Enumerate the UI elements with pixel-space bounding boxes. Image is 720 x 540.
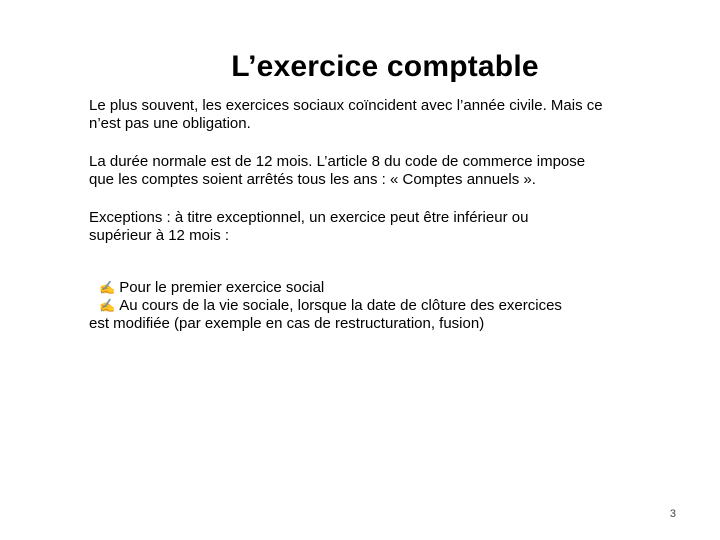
bullet-item xyxy=(89,279,689,297)
paragraph-calendar-year: Le plus souvent, les exercices sociaux coïncident avec l’année civile. Mais ce n’est pas une obligation. xyxy=(89,97,603,132)
paragraph-normal-duration: La durée normale est de 12 mois. L’article 8 du code de commerce impose que les comptes soient arrêtés tous les ans : « Comptes annuels ». xyxy=(89,153,586,188)
page-number: 3 xyxy=(669,508,676,520)
bullet-text-continuation: est modifiée (par exemple en cas de restructuration, fusion) xyxy=(89,315,485,332)
slide-title: L’exercice comptable xyxy=(231,50,539,83)
bullet-text: Pour le premier exercice social xyxy=(119,279,325,296)
bullet-text: Au cours de la vie sociale, lorsque la date de clôture des exercices xyxy=(119,297,562,314)
writing-hand-icon: ✍ xyxy=(99,280,116,295)
slide-body xyxy=(89,97,689,333)
bullet-list xyxy=(89,279,689,333)
writing-hand-icon: ✍ xyxy=(99,298,116,313)
paragraph-exceptions: Exceptions : à titre exceptionnel, un exercice peut être inférieur ou supérieur à 12 mois : xyxy=(89,209,529,244)
bullet-item xyxy=(89,297,689,333)
